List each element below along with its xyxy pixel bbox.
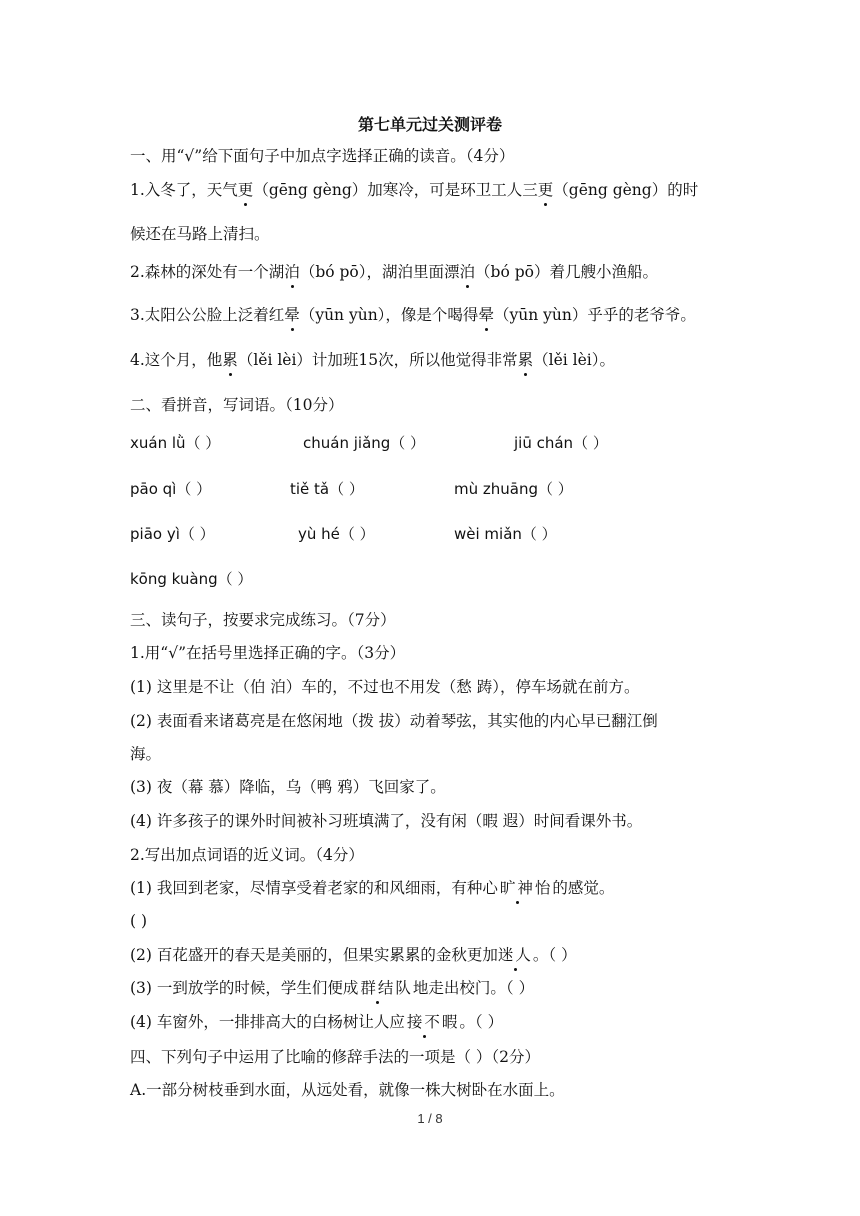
pinyin-item: jiū chán（ ） bbox=[514, 434, 608, 452]
item-line: 海。 bbox=[130, 745, 162, 763]
question-1-cont: 候还在马路上清扫。 bbox=[130, 225, 270, 243]
section-4-heading: 四、下列句子中运用了比喻的修辞手法的一项是（ ）（2分） bbox=[130, 1048, 541, 1066]
item-line: (2) 表面看来诸葛亮是在悠闲地（拨 拔）动着琴弦，其实他的内心早已翻江倒 bbox=[130, 712, 658, 730]
section-3-heading: 三、读句子，按要求完成练习。（7分） bbox=[130, 611, 396, 629]
pinyin-item: wèi miǎn（ ） bbox=[454, 525, 557, 543]
dotted-char: 累 bbox=[517, 351, 534, 369]
pinyin-item: kōng kuàng（ ） bbox=[130, 570, 253, 588]
synonym-item: (4) 车窗外，一排排高大的白杨树让人应接不暇。（ ） bbox=[130, 1013, 504, 1031]
pinyin-item: mù zhuāng（ ） bbox=[454, 480, 573, 498]
dotted-char: 更 bbox=[237, 181, 254, 199]
item-line: (3) 夜（幕 慕）降临，乌（鸭 鸦）飞回家了。 bbox=[130, 778, 446, 796]
item-line: (1) 这里是不让（伯 泊）车的，不过也不用发（愁 踌），停车场就在前方。 bbox=[130, 678, 640, 696]
synonym-item: (2) 百花盛开的春天是美丽的，但果实累累的金秋更加迷人。（ ） bbox=[130, 946, 577, 964]
page-title: 第七单元过关测评卷 bbox=[357, 115, 502, 134]
section-2-heading: 二、看拼音，写词语。（10分） bbox=[130, 396, 344, 414]
dotted-word: 迷人 bbox=[497, 946, 533, 964]
synonym-item: (3) 一到放学的时候，学生们便成群结队地走出校门。（ ） bbox=[130, 979, 535, 997]
dotted-char: 晕 bbox=[478, 306, 494, 324]
dotted-word: 应接不暇 bbox=[389, 1013, 460, 1031]
pinyin-item: tiě tǎ（ ） bbox=[290, 480, 364, 498]
page-number: 1 / 8 bbox=[417, 1111, 443, 1126]
dotted-char: 累 bbox=[222, 351, 238, 369]
pinyin-item: chuán jiǎng（ ） bbox=[303, 434, 426, 452]
sub-question-1: 1.用“√”在括号里选择正确的字。（3分） bbox=[130, 644, 406, 662]
pinyin-item: piāo yì（ ） bbox=[130, 525, 215, 543]
dotted-word: 心旷神怡 bbox=[482, 879, 553, 897]
question-3-line: 3.太阳公公脸上泛着红晕（yūn yùn），像是个喝得晕（yūn yùn）乎乎的老爷爷。 bbox=[130, 306, 696, 324]
dotted-char: 泊 bbox=[459, 263, 476, 281]
sub-question-2: 2.写出加点词语的近义词。（4分） bbox=[130, 846, 364, 864]
synonym-item: (1) 我回到老家，尽情享受着老家的和风细雨，有种心旷神怡的感觉。 bbox=[130, 879, 615, 897]
pinyin-item: yù hé（ ） bbox=[298, 525, 375, 543]
dotted-char: 更 bbox=[537, 181, 554, 199]
dotted-word: 成群结队 bbox=[342, 979, 413, 997]
item-line: (4) 许多孩子的课外时间被补习班填满了，没有闲（暇 遐）时间看课外书。 bbox=[130, 812, 643, 830]
answer-blank: ( ) bbox=[130, 912, 148, 930]
section-1-heading: 一、用“√”给下面句子中加点字选择正确的读音。（4分） bbox=[130, 147, 515, 165]
dotted-char: 晕 bbox=[284, 306, 300, 324]
dotted-char: 泊 bbox=[284, 263, 300, 281]
pinyin-item: xuán lǜ（ ） bbox=[130, 434, 221, 452]
pinyin-item: pāo qì（ ） bbox=[130, 480, 212, 498]
question-1-line: 1.入冬了，天气更（gēng gèng）加寒冷，可是环卫工人三更（gēng gèng）的时 bbox=[130, 181, 699, 199]
option-a: A.一部分树枝垂到水面，从远处看，就像一株大树卧在水面上。 bbox=[130, 1081, 565, 1099]
question-4-line: 4.这个月，他累（lěi lèi）计加班15次，所以他觉得非常累（lěi lèi）。 bbox=[130, 351, 616, 369]
question-2-line: 2.森林的深处有一个湖泊（bó pō），湖泊里面漂泊（bó pō）着几艘小渔船。 bbox=[130, 263, 658, 281]
